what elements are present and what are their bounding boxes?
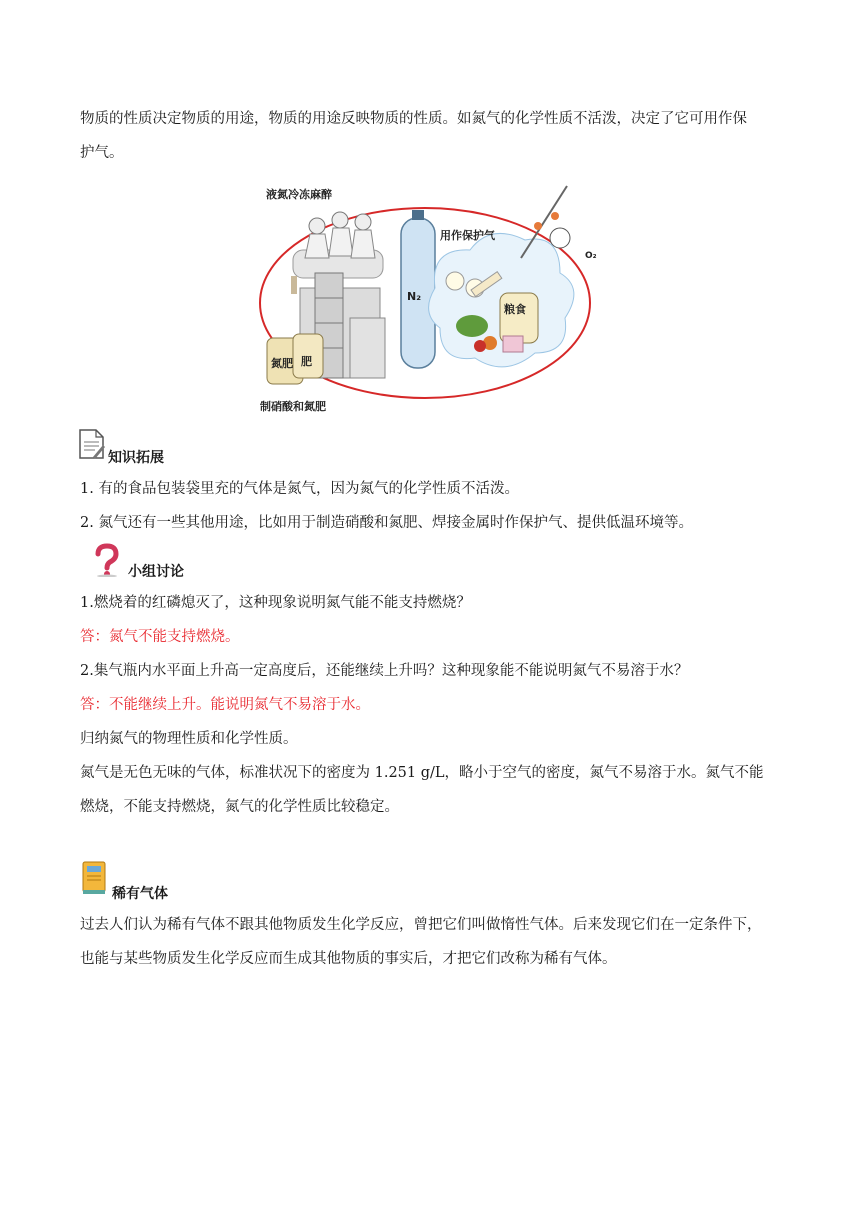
summary-title: 归纳氮气的物理性质和化学性质。 [80,731,298,747]
knowledge-item-1: 1. 有的食品包装袋里充的气体是氮气，因为氮气的化学性质不活泼。 [80,481,519,497]
summary-line-2: 燃烧，不能支持燃烧，氮气的化学性质比较稳定。 [80,799,399,815]
document-icon [77,427,107,461]
grain-label: 粮食 [504,303,526,316]
anesthesia-label: 液氮冷冻麻醉 [266,188,332,201]
protective-gas-label: 用作保护气 [440,229,495,242]
rare-gas-title: 稀有气体 [112,886,168,902]
intro-line-2: 护气。 [80,145,124,161]
question-1: 1.燃烧着的红磷熄灭了，这种现象说明氮气能不能支持燃烧？ [80,595,471,611]
question-2: 2.集气瓶内水平面上升高一定高度后，还能继续上升吗？这种现象能不能说明氮气不易溶于水？ [80,663,689,679]
fertilizer-bag-label-2: 肥 [301,355,312,368]
nitric-acid-label: 制硝酸和氮肥 [260,400,326,413]
knowledge-item-2: 2. 氮气还有一些其他用途，比如用于制造硝酸和氮肥、焊接金属时作保护气、提供低温环境等。 [80,515,693,531]
summary-line-1: 氮气是无色无味的气体，标准状况下的密度为 1.251 g/L，略小于空气的密度，氮气不易溶于水。氮气不能 [80,765,764,781]
rare-gas-line-2: 也能与某些物质发生化学反应而生成其他物质的事实后，才把它们改称为稀有气体。 [80,951,617,967]
o2-label: O₂ [585,251,597,261]
answer-2: 答：不能继续上升。能说明氮气不易溶于水。 [80,697,370,713]
fertilizer-bag-label: 氮肥 [271,357,293,370]
n2-label: N₂ [407,290,422,303]
book-icon [79,860,109,896]
protective-gas-scene [429,186,597,367]
answer-1: 答：氮气不能支持燃烧。 [80,629,240,645]
question-mark-icon [92,543,120,577]
intro-line-1: 物质的性质决定物质的用途，物质的用途反映物质的性质。如氮气的化学性质不活泼，决定了它可用作保 [80,111,747,127]
discussion-title: 小组讨论 [128,564,184,580]
knowledge-title: 知识拓展 [108,450,164,466]
nitrogen-uses-figure [255,178,600,418]
rare-gas-line-1: 过去人们认为稀有气体不跟其他物质发生化学反应，曾把它们叫做惰性气体。后来发现它们在一定条件下， [80,917,762,933]
fertilizer-bags [267,334,323,384]
nitrogen-cylinder [401,210,435,368]
